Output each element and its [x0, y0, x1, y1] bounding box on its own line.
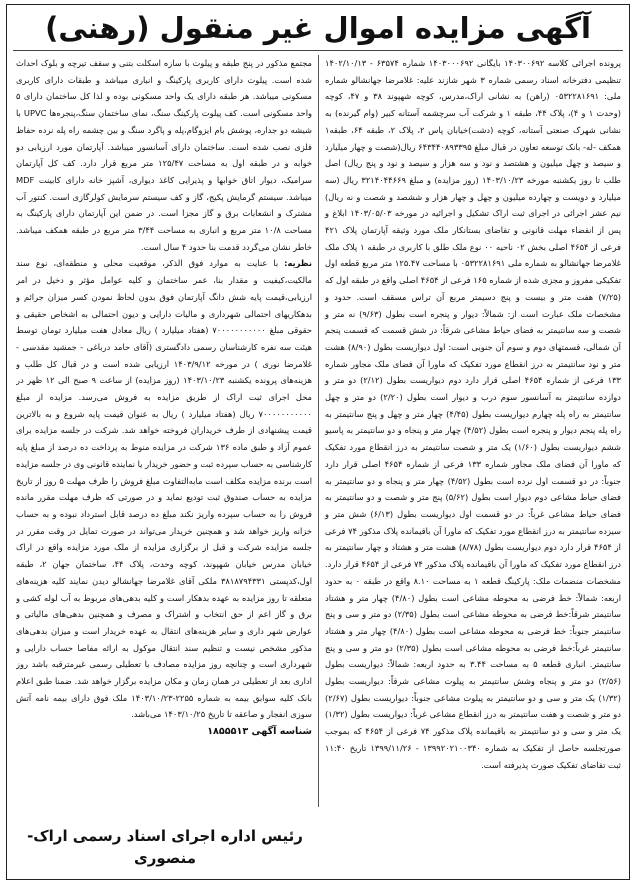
- opinion-label: نظریه:: [284, 258, 312, 269]
- title-divider: [13, 50, 623, 51]
- building-description: مجتمع مذکور در پنج طبقه و پیلوت با سازه اسکلت بتنی و سقف تیرچه و بلوک احداث شده است. پیلوت دارای کاربری پارکینگ و انباری میباشد و طبقات دارای کاربری مسکونی میباشد. هر طبقه دارای یک واحد مسکونی بوده و لذا کل ساختمان دارای ۵ واحد مسکونی است. کف پیلوت پارکینگ سنگ، نمای ساختمان سنگ،پنجره‌ها UPVC با شیشه دو جداره، پوشش بام ایزوگام،پله و پاگرد سنگ و بین چشمه راه پله نرده حفاظ فلزی نصب شده است. ساختمان دارای آسانسور میباشد. آپارتمان مورد ارزیابی دو خوابه و در طبقه اول به مساحت ۱۲۵/۴۷ متر مربع قرار دارد. کف کل آپارتمان سرامیک، دیوار اتاق خوابها و پذیرایی کاغذ دیواری، آشپز خانه دارای کابینت MDF میباشد. سیستم گرمایش پکیج، گاز و کف سیستم سرمایش کولرگازی است. کنتور آب مشترک و انشعابات برق و گاز مجزا است. در ضمن این آپارتمان دارای پارکینگ به مساحت ۱۰/۸ متر مربع و انباری به مساحت ۳/۴۴ متر مربع در طبقه همکف میباشد. خاطر نشان می‌گردد قدمت بنا حدود ۴ سال است.: [16, 58, 313, 252]
- property-description: پرونده اجرائی کلاسه ۱۴۰۳۰۰۶۹۲ بایگانی ۱۴۰۳۰۰۰۶۹۲ شماره ۶۳۵۷۴ - ۱۴۰۲/۱۰/۱۳ تنظیمی دفترخانه اسناد رسمی شماره ۳ شهر شازند علیه: غلامرضا جهانشالو شماره ملی: ۰۵۳۲۲۸۱۶۹۱ (راهن) به نشانی اراک،مدرس، کوچه شهپوند ۳۸ و ۴۷، کوچه (وحدت ۱ و ۴)، پلاک ۴۴، طبقه ۱ و شرکت آب سرچشمه آستانه کبیر (وام گیرنده) به نشانی شهرک صنعتی آستانه، کوچه (دشت)خیابان پاس ۲، پلاک ۲، طبقه ۶۴، طبقه۱ همکف -له- بانک توسعه تعاون در قبال مبلغ ۶۴۳۴۴۰۸۹۳۳۹۵ ریال(شصت و چهار میلیارد و سیصد و چهل میلیون و هشتصد و نود و سه هزار و سیصد و نود و پنج ریال) اصل طلب تا روز یکشنبه مورخه ۱۴۰۳/۱۰/۲۳ (روز مزایده) و مبلغ ۳۲۱۴۰۴۴۶۶۹ ریال (سه میلیارد و دویست و چهارده میلیون و چهل و چهار هزار و ششصد و شصت و نه ریال) نیم عشر اجرائی در اجرای ثبت اراک تشکیل و اجرائیه در مورخه ۱۴۰۳/۰۵/۰۳ ابلاغ و پس از انقضاء مهلت قانونی و تقاضای بستانکار ملک مورد وثیقه آپارتمان پلاک ۴۲۱ فرعی از ۴۶۵۴ اصلی بخش ۰۲ ناحیه ۰۰ نوع ملک طلق با کاربری در طبقه ۱ پلاک ملک غلامرضا جهانشالو به شماره ملی ۰۵۳۲۲۸۱۶۹۱ با مساحت ۱۲۵.۴۷ متر مربع قطعه اول تفکیکی مفروز و مجزی شده از شماره ۱۶۵ فرعی از ۴۶۵۴ اصلی واقع در طبقه اول که (۷/۲۵) هفت متر و بیست و پنج دسیمتر مربع آن تراس مسقف است. حدود و مشخصات ملک عبارت است از: شمالاً: دیوار و پنجره است بطول (۹/۶۳) نه متر و شصت و سه سانتیمتر به فضای حیاط مشاعی شرقاً: در شش قسمت که قسمت پنجم آن شمالی، قسمتهای دوم و سوم آن جنوبی است: اول دیواریست بطول (۸/۹۰) هشت متر و نود سانتیمتر به درز انقطاع مورد تفکیک که ماورا آن فضای ملک مجاور شماره ۱۳۳ فرعی از شماره ۴۶۵۴ اصلی قرار دارد دوم دیواریست بطول (۲/۱۲) دو متر و دوازده سانتیمتر به آسانسور سوم درب و دیوار است بطول (۲/۲۰) دو متر و چهل سانتیمتر به راه پله چهارم دیواریست بطول (۴/۴۵) چهار متر و چهل و پنج سانتیمتر به راه پله پنجم دیوار و پنجره است بطول (۴/۵۲) چهار متر و پنجاه و دو سانتیمتر به پاسیو ششم دیواریست بطول (۱/۶۰) یک متر و شصت سانتیمتر به درز انقطاع مورد تفکیک که ماورا آن فضای ملک مجاور شماره ۱۳۳ فرعی از شماره ۴۶۵۴ اصلی قرار دارد جنوباً: در دو قسمت اول نرده است بطول (۴/۵۲) چهار متر و پنجاه و دو سانتیمتر به فضای حیاط مشاعی دوم دیوار است بطول (۵/۶۲) پنج متر و شصت و دو سانتیمتر به فضای حیاط مشاعی غرباً: در دو قسمت اول دیواریست بطول (۶/۱۳) شش متر و سیزده سانتیمتر به درز انقطاع مورد تفکیک که ماورا آن باقیمانده پلاک مذکور ۷۴ فرعی از ۴۶۵۴ قرار دارد دوم دیواریست بطول (۸/۷۸) هشت متر و هشتاد و چهار سانتیمتر به درز انقطاع مورد تفکیک که ماورا آن باقیمانده پلاک مذکور ۷۴ فرعی از ۴۶۵۴ قرار دارد. مشخصات منضمات ملک: پارکینگ قطعه ۱ به مساحت ۸.۱۰ واقع در طبقه ۰ به حدود اربعه: شمالاً: خط فرضی به محوطه مشاعی است بطول (۴/۸۰) چهار متر و هشتاد سانتیمتر شرقاً:خط فرضی به محوطه مشاعی است بطول (۲/۳۵) دو متر و سی و پنج سانتیمتر جنوباً: خط فرضی به محوطه مشاعی است بطول (۴/۸۰) چهار متر و هشتاد سانتیمتر غرباً:خط فرضی به محوطه مشاعی است بطول (۲/۳۵) دو متر و سی و پنج سانتیمتر. انباری قطعه ۵ به مساحت ۳.۴۴ به حدود اربعه: شمالاً: دیواریست بطول (۲/۵۶) دو متر و پنجاه وشش سانتیمتر به پیلوت مشاعی شرقاً: دیواریست بطول (۱/۳۲) یک متر و سی و دو سانتیمتر به پیلوت مشاعی جنوباً: دیواریست بطول (۲/۶۷) دو متر و شصت و هفت سانتیمتر به درز انقطاع مشاعی غرباً: دیواریست بطول (۱/۳۲) یک متر و سی و دو سانتیمتر به باقیمانده پلاک مذکور ۷۴ فرعی از ۴۶۵۴ که بموجب صورتجلسه حاصل از تفکیک به شماره ۱۳۹۹۲۰۲۱۰۰۳۴۰ - ۱۳۹۹/۱۱/۲۶ تاریخ ۱۱:۴۰ ثبت تقاضای تفکیک صورت پذیرفته است.: [325, 58, 621, 770]
- notice-columns: [15, 55, 621, 807]
- notice-title: آگهی مزایده اموال غیر منقول (رهنی): [45, 11, 591, 45]
- notice-identifier: شناسه آگهی ۱۸۵۵۵۱۳: [207, 726, 312, 738]
- right-column: [319, 55, 621, 807]
- column-divider: [318, 55, 319, 807]
- left-column: [16, 55, 318, 807]
- opinion-text: با عنایت به موارد فوق الذکر، موقعیت محلی و منطقه‌ای، نوع سند مالکیت،کیفیت و مقدار بنا، عمر ساختمان و کلیه عوامل مؤثر و دخیل در امر ارزیابی،قیمت پایه شش دانگ آپارتمان فوق بدون لحاظ نمودن کسر میزان جرائم و بدهکاریهای احتمالی شهرداری و مالیات دارایی و دیون احتمالی به اشخاص حقیقی و حقوقی مبلغ ۷۰۰۰۰۰۰۰۰۰۰۰ (هفتاد میلیارد ) ریال معادل هفت میلیارد تومان توسط هیئت سه نفره کارشناسان رسمی دادگستری (آقای حامد درباغی - جمشید مقدسی - غلامرضا نوری ) در مورخه ۱۴۰۳/۹/۱۲ ارزیابی شده است و در قبال کل طلب و هزینه‌های پرونده یکشنبه ۱۴۰۳/۱۰/۲۳ (روز مزایده) از ساعت ۹ صبح الی ۱۲ ظهر در محل اجرای ثبت اراک از طریق مزایده به فروش می‌رسد. مزایده از مبلغ ۷۰۰۰۰۰۰۰۰۰۰۰ ریال (هفتاد میلیارد ) ریال به عنوان قیمت پایه شروع و به بالاترین قیمت پیشنهادی از طرف خریداران فروخته خواهد شد. شرکت در جلسه مزایده برای عموم آزاد و طبق ماده ۱۳۶ شرکت در مزایده منوط به پرداخت ده درصد از مبلغ پایه کارشناسی به حساب سپرده ثبت و حضور خریدار یا نماینده قانونی وی در جلسه مزایده است برنده مزایده مکلف است مابه‌التفاوت مبلغ فروش را ظرف مهلت ۵ روز از تاریخ مزایده به حساب صندوق ثبت تودیع نماید و در صورتی که ظرف مهلت مقرر مانده فروش را به حساب سپرده واریز نکند مبلغ ده درصد قابل استرداد نبوده و به حساب خزانه واریز خواهد شد و همچنین خریدار می‌تواند در صورت تمایل در وقت مقرر در جلسه مزایده شرکت و قبل از برگزاری مزایده از ملک مورد مزایده واقع در اراک خیابان مدرس خیابان شهپوند، کوچه وحدت، پلاک ۴۴، ساختمان جهان ۲، طبقه اول،کدپستی ۳۸۱۸۷۹۴۳۳۱ ملکی آقای غلامرضا جهانشالو دیدن نمایند کلیه هزینه‌های متعلقه تا روز مزایده به عهده بدهکار است و کلیه بدهی‌های مربوط به آب لوله کشی و برق و گاز اعم از حق انتخاب و اشتراک و مصرف و همچنین بدهی‌های مالیاتی و عوارض شهر داری و سایر هزینه‌های انتقال به عهده خریدار است و میزان بدهی‌های مذکور مشخص نیست و تنظیم سند انتقال موکول به ارائه مفاصا حساب دارایی و شهرداری است و چنانچه روز مزایده مصادف با تعطیلی رسمی غیرمترقبه باشد روز اداری بعد از تعطیلی در همان زمان و مکان مزایده برگزار خواهد شد. ضمنا طبق اعلام بانک کلیه سوابق بیمه به شماره ۲۲۵۵-۱۴۰۳/۱۰/۲۳ ملک فوق دارای بیمه نامه آتش سوزی انفجار و صاعقه تا تاریخ ۱۴۰۳/۱۰/۲۵ می‌باشد.: [16, 258, 313, 720]
- notice-page: [6, 4, 630, 880]
- signature: رئیس اداره اجرای اسناد رسمی اراک-منصوری: [27, 827, 303, 867]
- opinion-paragraph: [16, 255, 312, 723]
